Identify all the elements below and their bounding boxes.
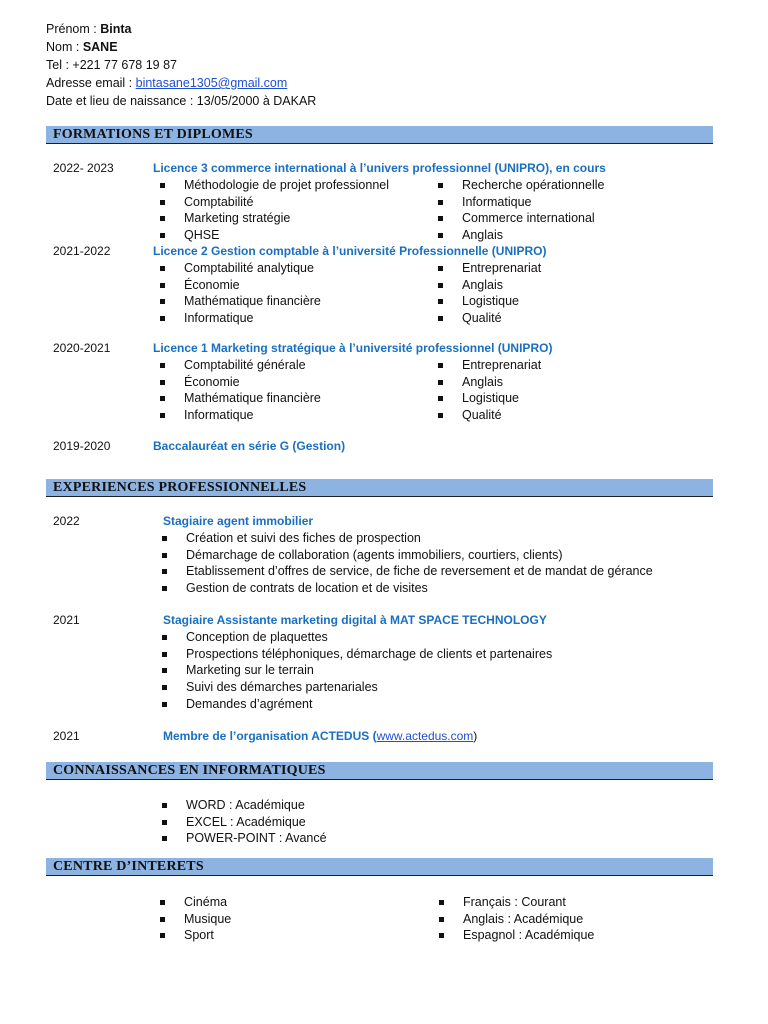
- section-formations: [46, 126, 713, 144]
- bullet-icon: [438, 233, 443, 238]
- bullet-icon: [160, 183, 165, 188]
- email-label: Adresse email :: [46, 76, 136, 90]
- lastname-label: Nom :: [46, 40, 83, 54]
- bullet-icon: [162, 668, 167, 673]
- bullet-icon: [160, 900, 165, 905]
- bullet-icon: [160, 233, 165, 238]
- bullet-icon: [162, 820, 167, 825]
- bullet-icon: [438, 413, 443, 418]
- experience-title-prefix: Membre de l’organisation ACTEDUS (: [163, 729, 377, 743]
- formation-title: Baccalauréat en série G (Gestion): [153, 439, 346, 453]
- formation-title: Licence 2 Gestion comptable à l’université Professionnelle (UNIPRO): [153, 244, 547, 258]
- lastname-line: [46, 39, 118, 55]
- experience-title: Stagiaire agent immobilier: [163, 514, 314, 528]
- experience-title: Stagiaire Assistante marketing digital à MAT SPACE TECHNOLOGY: [163, 613, 547, 627]
- actedus-link[interactable]: www.actedus.com: [376, 729, 474, 743]
- bullet-icon: [162, 586, 167, 591]
- birth-line: Date et lieu de naissance : 13/05/2000 à DAKAR: [46, 94, 317, 108]
- bullet-icon: [438, 299, 443, 304]
- bullet-icon: [160, 363, 165, 368]
- tel-line: Tel : +221 77 678 19 87: [46, 58, 178, 72]
- bullet-icon: [160, 200, 165, 205]
- section-interets: [46, 858, 713, 876]
- section-experiences: [46, 479, 713, 497]
- bullet-icon: [439, 917, 444, 922]
- experience-year: 2021: [53, 613, 80, 627]
- bullet-icon: [162, 702, 167, 707]
- bullet-icon: [162, 652, 167, 657]
- experience-title-suffix: ): [473, 729, 478, 743]
- formation-title: Licence 3 commerce international à l’univers professionnel (UNIPRO), en cours: [153, 161, 606, 175]
- bullet-icon: [438, 216, 443, 221]
- bullet-icon: [438, 283, 443, 288]
- bullet-icon: [438, 380, 443, 385]
- experience-year: 2022: [53, 514, 80, 528]
- bullet-icon: [162, 536, 167, 541]
- formation-year: 2020-2021: [53, 341, 111, 355]
- bullet-icon: [438, 316, 443, 321]
- email-line: [46, 75, 287, 91]
- experience-year: 2021: [53, 729, 80, 743]
- bullet-icon: [162, 685, 167, 690]
- bullet-icon: [438, 396, 443, 401]
- lastname-value: SANE: [82, 40, 118, 54]
- bullet-icon: [160, 316, 165, 321]
- bullet-icon: [160, 933, 165, 938]
- bullet-icon: [438, 183, 443, 188]
- firstname-value: Binta: [100, 22, 132, 36]
- bullet-icon: [162, 569, 167, 574]
- bullet-icon: [439, 933, 444, 938]
- bullet-icon: [160, 380, 165, 385]
- bullet-icon: [439, 900, 444, 905]
- bullet-icon: [438, 200, 443, 205]
- formation-year: 2019-2020: [53, 439, 111, 453]
- section-title: CENTRE D’INTERETS: [53, 859, 204, 874]
- bullet-icon: [160, 216, 165, 221]
- formation-year: 2022- 2023: [53, 161, 114, 175]
- bullet-icon: [438, 266, 443, 271]
- bullet-icon: [162, 803, 167, 808]
- section-title: FORMATIONS ET DIPLOMES: [53, 127, 253, 142]
- bullet-icon: [160, 396, 165, 401]
- bullet-icon: [160, 299, 165, 304]
- bullet-icon: [160, 283, 165, 288]
- formation-title: Licence 1 Marketing stratégique à l’université professionnel (UNIPRO): [153, 341, 553, 355]
- bullet-icon: [162, 635, 167, 640]
- section-informatique: [46, 762, 713, 780]
- bullet-icon: [438, 363, 443, 368]
- bullet-icon: [160, 413, 165, 418]
- email-link[interactable]: bintasane1305@gmail.com: [135, 76, 288, 90]
- bullet-icon: [160, 917, 165, 922]
- section-title: CONNAISSANCES EN INFORMATIQUES: [53, 763, 326, 778]
- experience-title: [163, 729, 477, 743]
- bullet-icon: [160, 266, 165, 271]
- formation-year: 2021-2022: [53, 244, 111, 258]
- bullet-icon: [162, 553, 167, 558]
- bullet-icon: [162, 836, 167, 841]
- firstname-line: [46, 21, 131, 37]
- section-title: EXPERIENCES PROFESSIONNELLES: [53, 480, 307, 495]
- firstname-label: Prénom :: [46, 22, 101, 36]
